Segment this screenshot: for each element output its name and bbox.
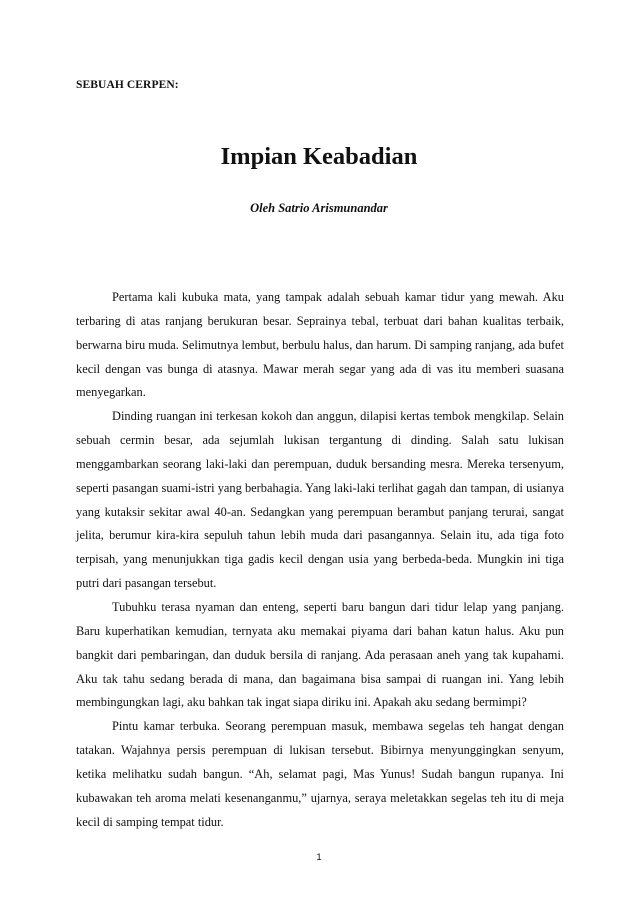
story-author: Oleh Satrio Arismunandar — [250, 201, 388, 215]
paragraph: Pintu kamar terbuka. Seorang perempuan masuk, membawa segelas teh hangat dengan tatakan. Wajahnya persis perempuan di lukisan tersebut. Bibirnya menyunggingkan senyum, ketika melihatku sudah bangun. “Ah, selamat pagi, Mas Yunus! Sudah bangun rupanya. Ini kubawakan teh aroma melati kesenanganmu,” ujarnya, seraya meletakkan segelas teh itu di meja kecil di samping tempat tidur. — [76, 719, 564, 829]
paragraph: Pertama kali kubuka mata, yang tampak adalah sebuah kamar tidur yang mewah. Aku terbaring di atas ranjang berukuran besar. Seprainya tebal, terbuat dari bahan kualitas terbaik, berwarna biru muda. Selimutnya lembut, berbulu halus, dan harum. Di samping ranjang, ada bufet kecil dengan vas bunga di atasnya. Mawar merah segar yang ada di vas itu memberi suasana menyegarkan. — [76, 290, 564, 400]
paragraph: Tubuhku terasa nyaman dan enteng, seperti baru bangun dari tidur lelap yang panjang. Baru kuperhatikan kemudian, ternyata aku memakai piyama dari bahan katun halus. Aku pun bangkit dari pembaringan, dan duduk bersila di ranjang. Ada perasaan aneh yang tak kupahami. Aku tak tahu sedang berada di mana, dan bagaimana bisa sampai di ruangan ini. Yang lebih membingungkan lagi, aku bahkan tak ingat siapa diriku ini. Apakah aku sedang bermimpi? — [76, 599, 564, 710]
story-body — [76, 286, 564, 834]
page-number: 1 — [316, 852, 322, 863]
story-title: Impian Keabadian — [220, 143, 418, 170]
paragraph: Dinding ruangan ini terkesan kokoh dan anggun, dilapisi kertas tembok mengkilap. Selain sebuah cermin besar, ada sejumlah lukisan tergantung di dinding. Salah satu lukisan menggambarkan seorang laki-laki dan perempuan, duduk bersanding mesra. Mereka tersenyum, seperti pasangan suami-istri yang berbahagia. Yang laki-laki terlihat gagah dan tampan, di usianya yang kutaksir sekitar awal 40-an. Sedangkan yang perempuan berambut panjang terurai, sangat jelita, berumur kira-kira sepuluh tahun lebih muda dari pasangannya. Selain itu, ada tiga foto terpisah, yang menunjukkan tiga gadis kecil dengan usia yang berbeda-beda. Mungkin ini tiga putri dari pasangan tersebut. — [76, 409, 564, 591]
document-label: SEBUAH CERPEN: — [76, 79, 179, 91]
